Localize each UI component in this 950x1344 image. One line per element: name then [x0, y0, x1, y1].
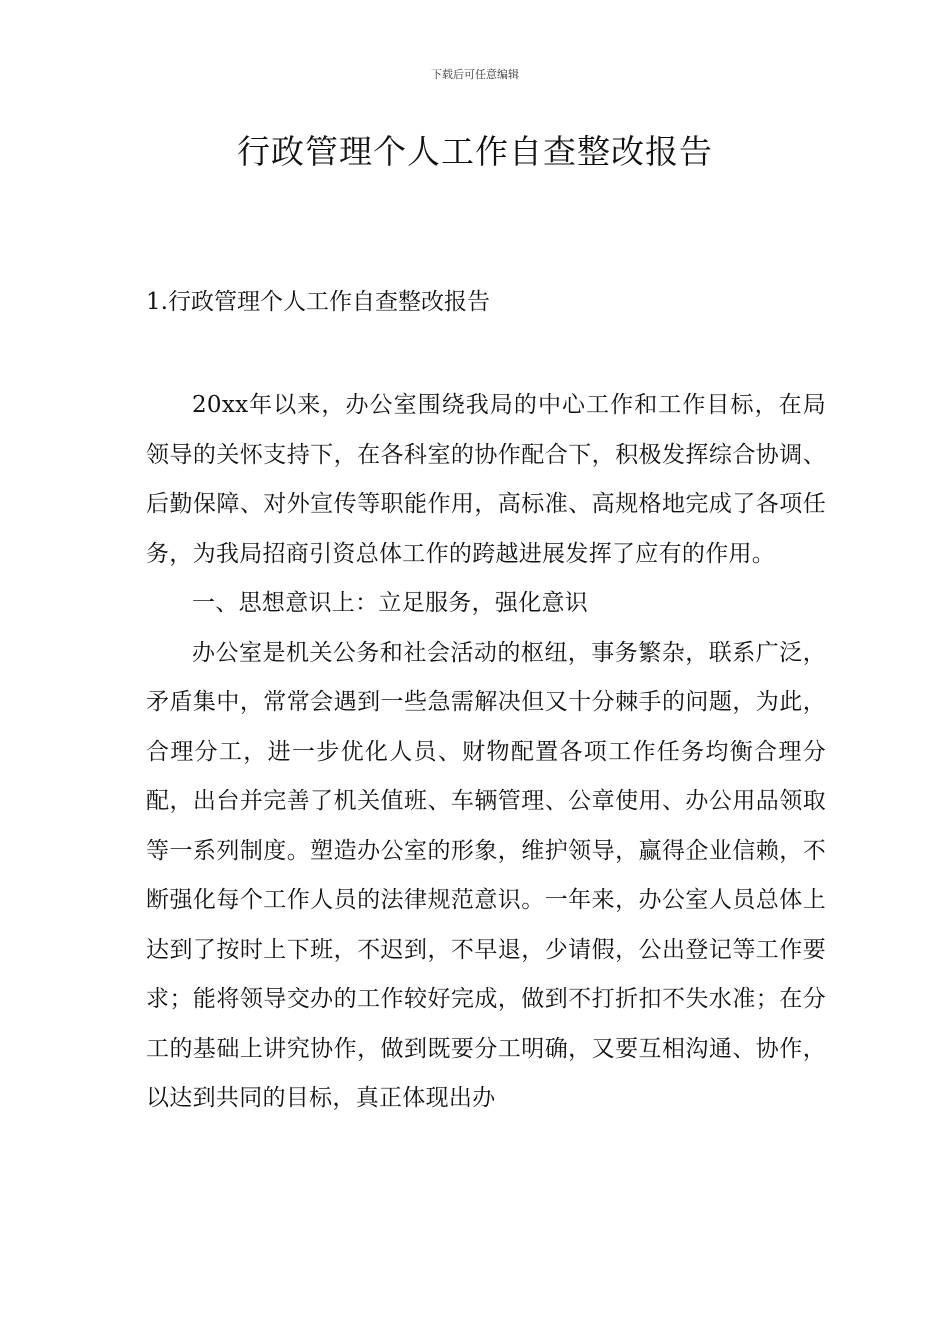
paragraph-intro: 20xx年以来，办公室围绕我局的中心工作和工作目标，在局领导的关怀支持下，在各科室的协作配合下，积极发挥综合协调、后勤保障、对外宣传等职能作用，高标准、高规格地完成了各项任务，为我局招商引资总体工作的跨越进展发挥了应有的作用。	[146, 392, 826, 567]
paragraph-office-duties: 办公室是机关公务和社会活动的枢纽，事务繁杂，联系广泛，矛盾集中，常常会遇到一些急需解决但又十分棘手的问题，为此，合理分工，进一步优化人员、财物配置各项工作任务均衡合理分配，出台并完善了机关值班、车辆管理、公章使用、办公用品领取等一系列制度。塑造办公室的形象，维护领导，赢得企业信赖，不断强化每个工作人员的法律规范意识。一年来，办公室人员总体上达到了按时上下班，不迟到，不早退，少请假，公出登记等工作要求；能将领导交办的工作较好完成，做到不打折扣不失水准；在分工的基础上讲究协作，做到既要分工明确，又要互相沟通、协作，以达到共同的目标，真正体现出办	[146, 639, 826, 1111]
header-note: 下载后可任意编辑	[431, 68, 519, 81]
document-body	[146, 381, 826, 1124]
section-heading: 1.行政管理个人工作自查整改报告	[146, 289, 490, 315]
paragraph-subheading: 一、思想意识上：立足服务，强化意识	[192, 590, 589, 616]
document-title: 行政管理个人工作自查整改报告	[237, 132, 713, 171]
